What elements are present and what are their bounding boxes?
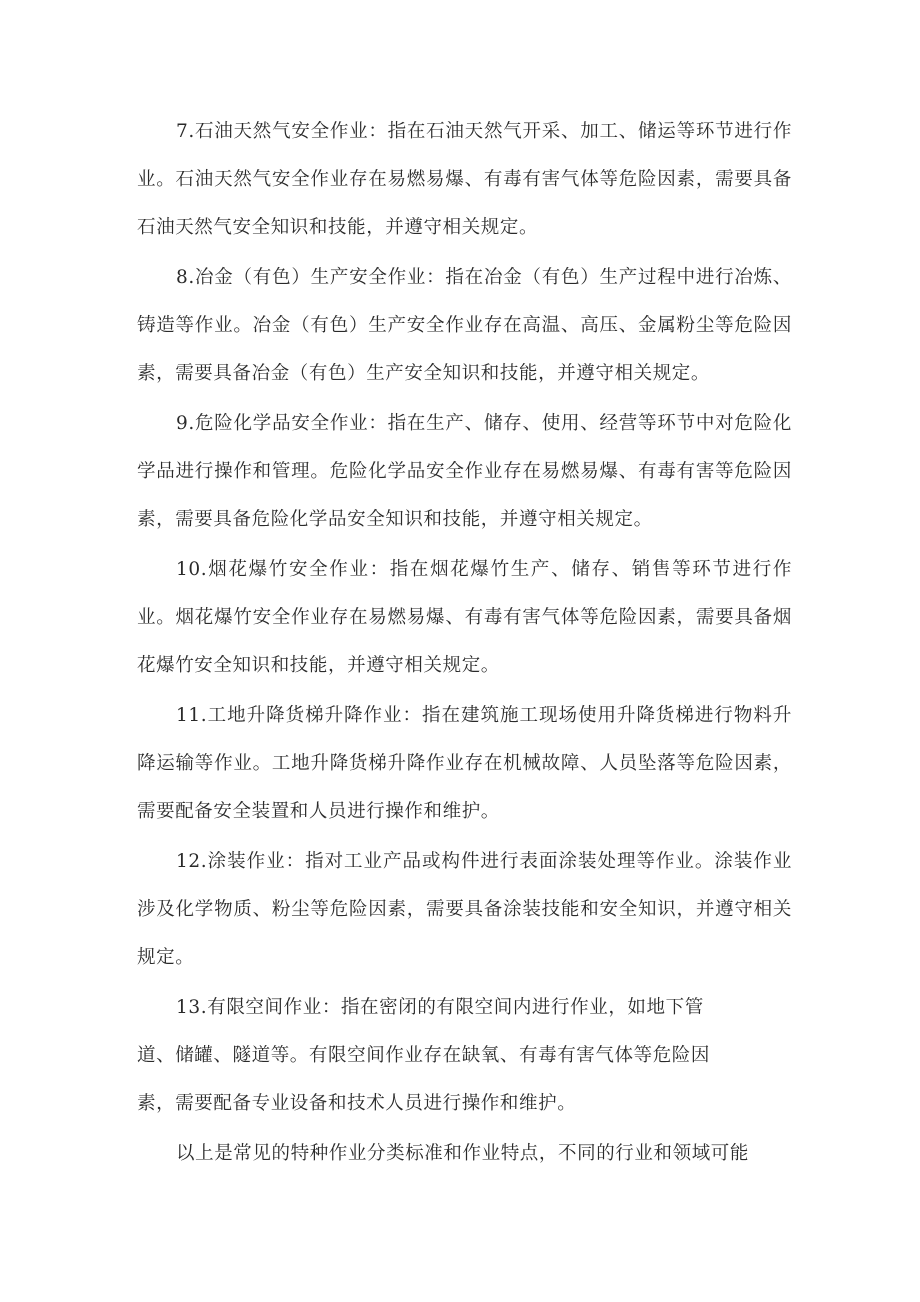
paragraph-13-confined-space	[137, 984, 747, 1128]
paragraph-13-line-3: 素，需要配备专业设备和技术人员进行操作和维护。	[137, 1093, 577, 1114]
paragraph-7-petroleum-natural-gas: 7.石油天然气安全作业：指在石油天然气开采、加工、储运等环节进行作业。石油天然气安全作业存在易燃易爆、有毒有害气体等危险因素，需要具备石油天然气安全知识和技能，并遵守相关规定。	[137, 121, 792, 238]
paragraph-12-coating: 12.涂装作业：指对工业产品或构件进行表面涂装处理等作业。涂装作业涉及化学物质、粉尘等危险因素，需要具备涂装技能和安全知识，并遵守相关规定。	[137, 851, 792, 968]
paragraph-13-line-1: 13.有限空间作业：指在密闭的有限空间内进行作业，如地下管	[176, 997, 704, 1018]
paragraph-11-construction-hoist: 11.工地升降货梯升降作业：指在建筑施工现场使用升降货梯进行物料升降运输等作业。工地升降货梯升降作业存在机械故障、人员坠落等危险因素，需要配备安全装置和人员进行操作和维护。	[137, 705, 792, 822]
paragraph-13-line-2: 道、储罐、隧道等。有限空间作业存在缺氧、有毒有害气体等危险因	[137, 1045, 711, 1066]
paragraph-9-hazardous-chemicals: 9.危险化学品安全作业：指在生产、储存、使用、经营等环节中对危险化学品进行操作和管理。危险化学品安全作业存在易燃易爆、有毒有害等危险因素，需要具备危险化学品安全知识和技能，并遵守相关规定。	[137, 413, 792, 530]
summary-paragraph: 以上是常见的特种作业分类标准和作业特点，不同的行业和领域可能	[176, 1143, 750, 1164]
paragraph-8-metallurgy: 8.冶金（有色）生产安全作业：指在冶金（有色）生产过程中进行冶炼、铸造等作业。冶金（有色）生产安全作业存在高温、高压、金属粉尘等危险因素，需要具备冶金（有色）生产安全知识和技能，并遵守相关规定。	[137, 267, 792, 384]
paragraph-10-fireworks: 10.烟花爆竹安全作业：指在烟花爆竹生产、储存、销售等环节进行作业。烟花爆竹安全作业存在易燃易爆、有毒有害气体等危险因素，需要具备烟花爆竹安全知识和技能，并遵守相关规定。	[137, 559, 792, 676]
